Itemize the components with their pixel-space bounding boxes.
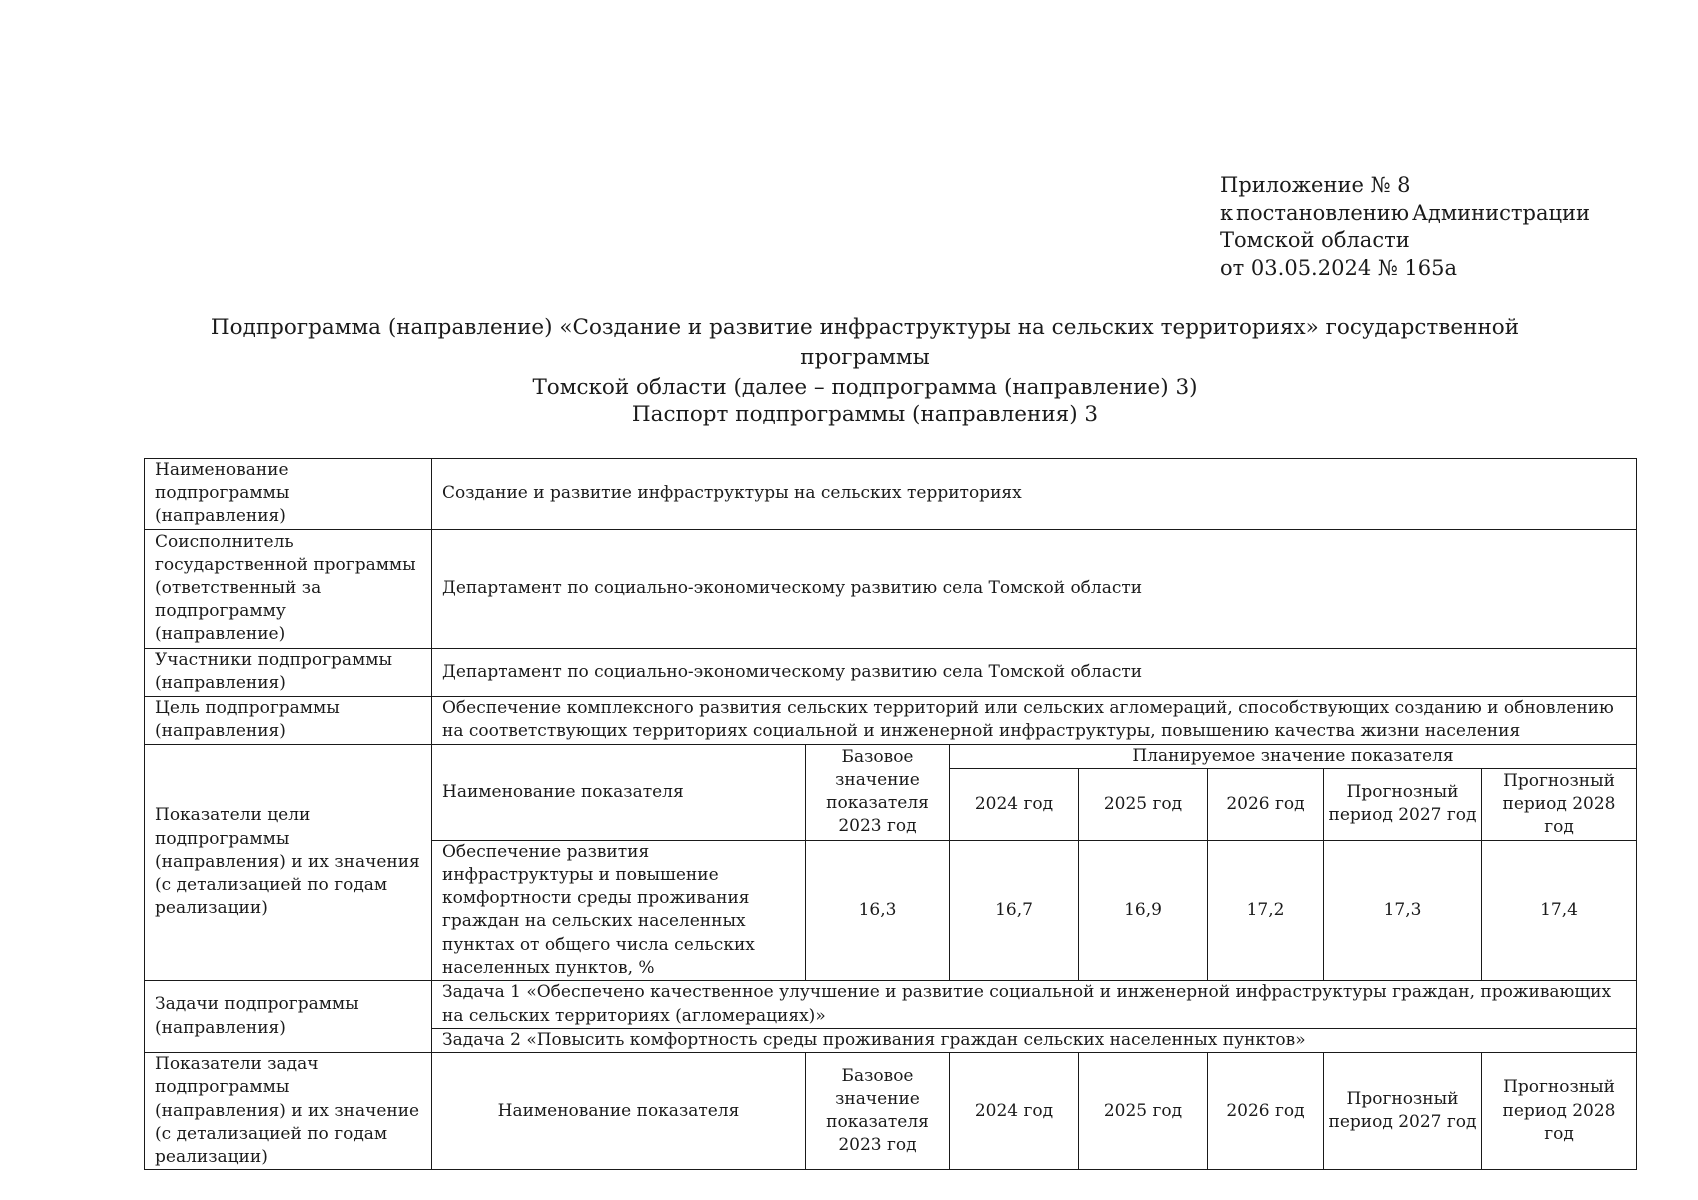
table-row-goal [145, 696, 1637, 744]
goal-indicator-2027: 17,3 [1324, 840, 1482, 980]
row-label-task-indicators: Показатели задач подпрограммы (направления) и их значение (с детализацией по годам реализации) [145, 1053, 432, 1170]
annex-reference-word-3: Администрации [1411, 200, 1590, 225]
task-1-text: Задача 1 «Обеспечено качественное улучшение и развитие социальной и инженерной инфраструктуры граждан, проживающих на сельских территориях (агломерациях)» [432, 981, 1637, 1029]
table-row-task-indicators [145, 1053, 1637, 1170]
goal-indicator-base-2023: 16,3 [806, 840, 950, 980]
row-label-tasks: Задачи подпрограммы (направления) [145, 981, 432, 1053]
row-label-name: Наименование подпрограммы (направления) [145, 459, 432, 530]
header-planned-value: Планируемое значение показателя [950, 744, 1637, 768]
table-row-name [145, 459, 1637, 530]
goal-indicator-2025: 16,9 [1079, 840, 1208, 980]
goal-indicator-2024: 16,7 [950, 840, 1079, 980]
annex-reference-line [1220, 200, 1590, 228]
row-label-goal: Цель подпрограммы (направления) [145, 696, 432, 744]
row-label-participants: Участники подпрограммы (направления) [145, 648, 432, 696]
header-year-2024: 2024 год [950, 768, 1079, 840]
row-label-goal-indicators: Показатели цели подпрограммы (направления) и их значения (с детализацией по годам реализации) [145, 744, 432, 980]
task-header-base-value: Базовое значение показателя 2023 год [806, 1053, 950, 1170]
row-value-participants: Департамент по социально-экономическому развитию села Томской области [432, 648, 1637, 696]
row-label-coexecutor: Соисполнитель государственной программы (ответственный за подпрограмму (направление) [145, 529, 432, 648]
annex-number: Приложение № 8 [1220, 173, 1411, 197]
goal-indicator-name: Обеспечение развития инфраструктуры и повышение комфортности среды проживания граждан на сельских населенных пунктах от общего числа сельских населенных пунктов, % [432, 840, 806, 980]
passport-table [144, 458, 1637, 1170]
table-row-goal-indicators-header [145, 744, 1637, 768]
header-year-2025: 2025 год [1079, 768, 1208, 840]
task-2-text: Задача 2 «Повысить комфортность среды проживания граждан сельских населенных пунктов» [432, 1029, 1637, 1053]
task-header-year-2024: 2024 год [950, 1053, 1079, 1170]
header-forecast-2027: Прогнозный период 2027 год [1324, 768, 1482, 840]
goal-indicator-2028: 17,4 [1482, 840, 1637, 980]
annex-block [1220, 172, 1600, 282]
passport-heading: Паспорт подпрограммы (направления) 3 [631, 402, 1099, 427]
task-header-forecast-2028: Прогнозный период 2028 год [1482, 1053, 1637, 1170]
row-value-goal: Обеспечение комплексного развития сельских территорий или сельских агломераций, способствующих созданию и обновлению на соответствующих территориях социальной и инженерной инфраструктуры, повышению качества жизни населения [432, 696, 1637, 744]
document-title-line-1: Подпрограмма (направление) «Создание и развитие инфраструктуры на сельских территориях» государственной программы [210, 315, 1520, 370]
task-header-forecast-2027: Прогнозный период 2027 год [1324, 1053, 1482, 1170]
task-header-year-2026: 2026 год [1208, 1053, 1324, 1170]
table-row-coexecutor [145, 529, 1637, 648]
header-indicator-name: Наименование показателя [432, 744, 806, 840]
annex-reference-word-1: к [1220, 200, 1234, 225]
annex-region: Томской области [1220, 228, 1410, 252]
table-row-participants [145, 648, 1637, 696]
task-header-year-2025: 2025 год [1079, 1053, 1208, 1170]
task-header-indicator-name: Наименование показателя [432, 1053, 806, 1170]
table-row-task-1 [145, 981, 1637, 1029]
header-base-value: Базовое значение показателя 2023 год [806, 744, 950, 840]
annex-reference-word-2: постановлению [1236, 200, 1410, 225]
header-year-2026: 2026 год [1208, 768, 1324, 840]
row-value-coexecutor: Департамент по социально-экономическому развитию села Томской области [432, 529, 1637, 648]
document-title [150, 313, 1580, 403]
header-forecast-2028: Прогнозный период 2028 год [1482, 768, 1637, 840]
annex-date-number: от 03.05.2024 № 165а [1220, 255, 1457, 280]
row-value-name: Создание и развитие инфраструктуры на сельских территориях [432, 459, 1637, 530]
document-title-line-2: Томской области (далее – подпрограмма (направление) 3) [532, 375, 1198, 400]
goal-indicator-2026: 17,2 [1208, 840, 1324, 980]
